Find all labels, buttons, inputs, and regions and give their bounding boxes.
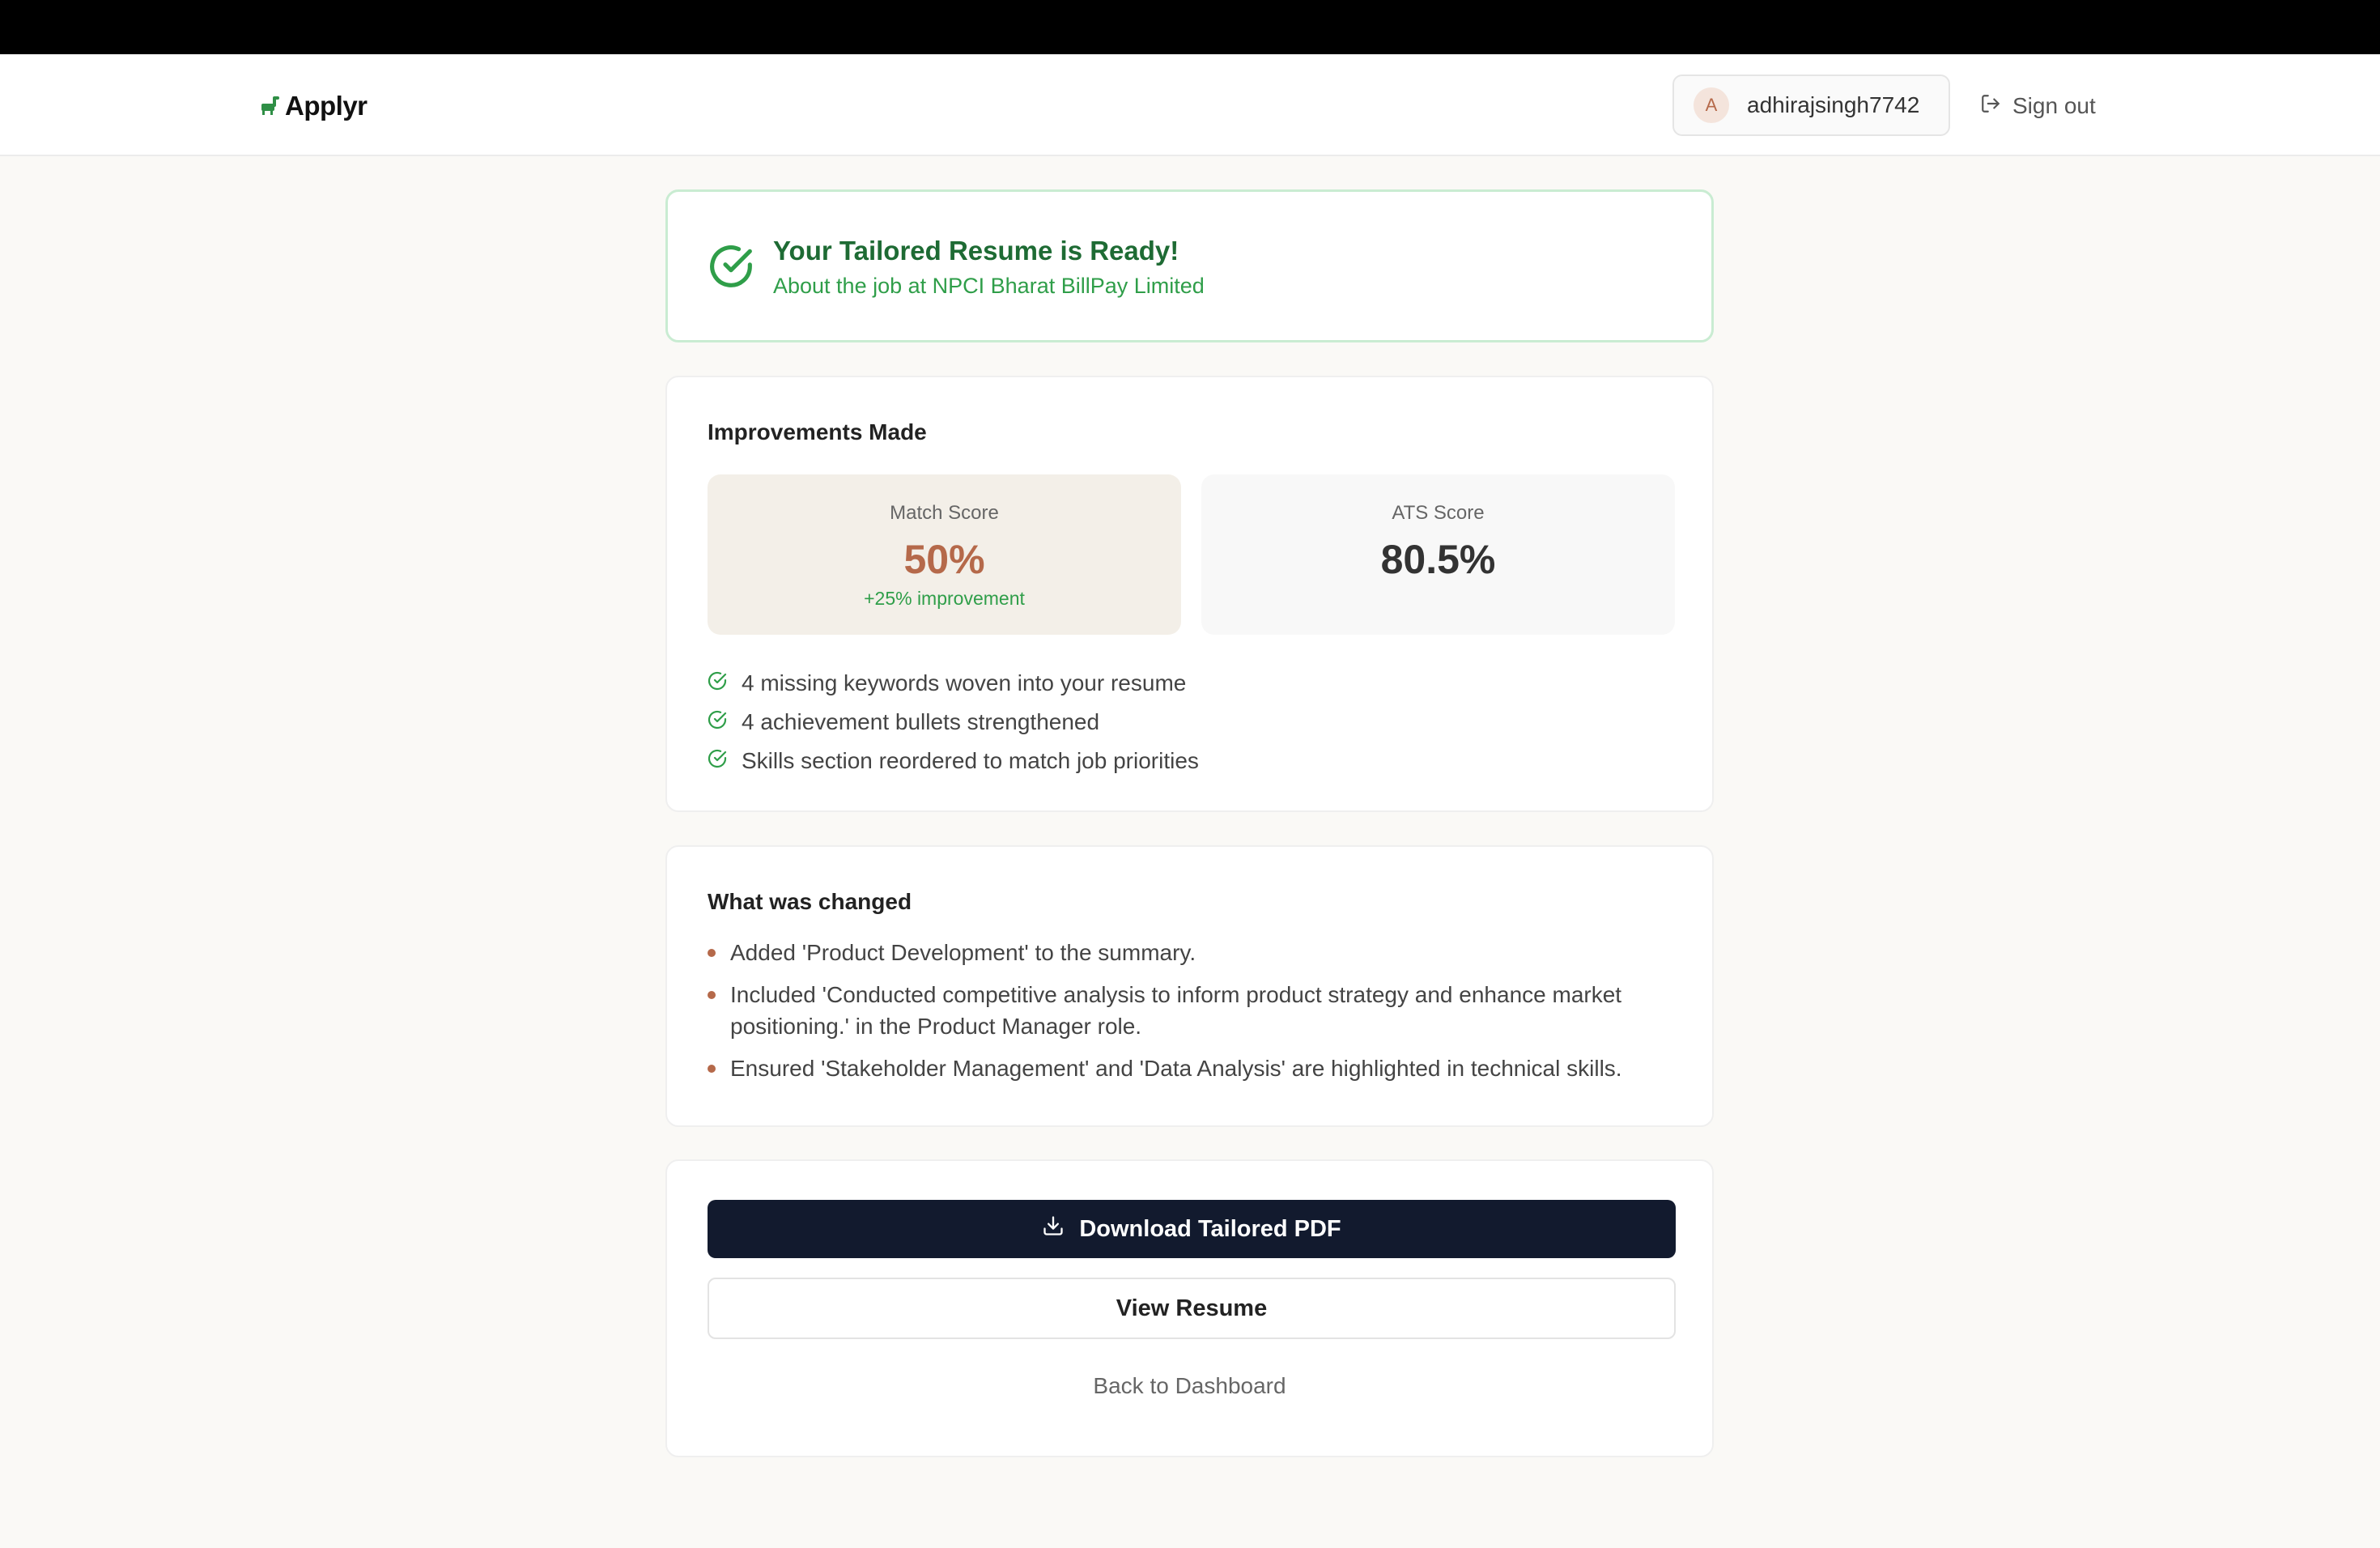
app-logo[interactable] [257,88,368,124]
back-to-dashboard-link[interactable]: Back to Dashboard [1093,1373,1286,1398]
sign-out-label: Sign out [2012,93,2096,118]
ats-score-box [1201,474,1675,635]
list-item-text: Added 'Product Development' to the summary. [730,940,1196,965]
actions-card [665,1159,1714,1457]
check-circle-icon [708,709,727,735]
ready-title: Your Tailored Resume is Ready! [773,236,1179,266]
match-score-label: Match Score [890,502,999,524]
list-item-text: 4 achievement bullets strengthened [742,709,1100,734]
match-score-improvement: +25% improvement [864,588,1025,609]
job-subtitle: About the job at NPCI Bharat BillPay Limited [773,274,1205,298]
user-menu-button[interactable] [1672,74,1950,136]
download-pdf-label: Download Tailored PDF [1079,1215,1341,1242]
username-label: adhirajsingh7742 [1747,92,1920,117]
download-pdf-button[interactable] [708,1200,1676,1258]
check-circle-icon [708,670,727,696]
download-icon [1042,1214,1065,1244]
view-resume-button[interactable] [708,1278,1676,1339]
list-item-text: Skills section reordered to match job priorities [742,748,1199,773]
list-item-text: Included 'Conducted competitive analysis to inform product strategy and enhance market positioning.' in the Product Manager role. [730,982,1622,1039]
improvements-card [665,376,1714,812]
bullet-dot [708,949,716,957]
logo-icon [257,92,282,121]
improvements-title: Improvements Made [708,419,927,444]
bullet-dot [708,991,716,999]
resume-ready-banner [665,189,1714,342]
avatar: A [1694,87,1729,123]
list-item [708,664,1199,703]
sign-out-button[interactable] [1980,88,2096,124]
ats-score-label: ATS Score [1392,502,1485,524]
list-item [708,937,1679,968]
match-score-value: 50% [903,537,985,582]
sign-out-icon [1980,93,2001,120]
match-score-box [708,474,1181,635]
list-item-text: Ensured 'Stakeholder Management' and 'Data Analysis' are highlighted in technical skills. [730,1056,1622,1081]
logo-text: Applyr [285,91,368,121]
improvements-list [708,664,1199,780]
list-item [708,1053,1679,1084]
bullet-dot [708,1065,716,1073]
window-top-bar [0,0,2380,54]
ats-score-value: 80.5% [1380,537,1496,582]
changes-card [665,845,1714,1127]
view-resume-label: View Resume [1116,1295,1268,1321]
list-item [708,979,1679,1042]
app-header [0,54,2380,156]
changes-list [708,937,1679,1095]
changes-title: What was changed [708,889,912,914]
list-item [708,703,1199,742]
check-circle-icon [708,748,727,774]
list-item-text: 4 missing keywords woven into your resume [742,670,1187,695]
list-item [708,742,1199,780]
check-circle-icon [708,244,754,293]
